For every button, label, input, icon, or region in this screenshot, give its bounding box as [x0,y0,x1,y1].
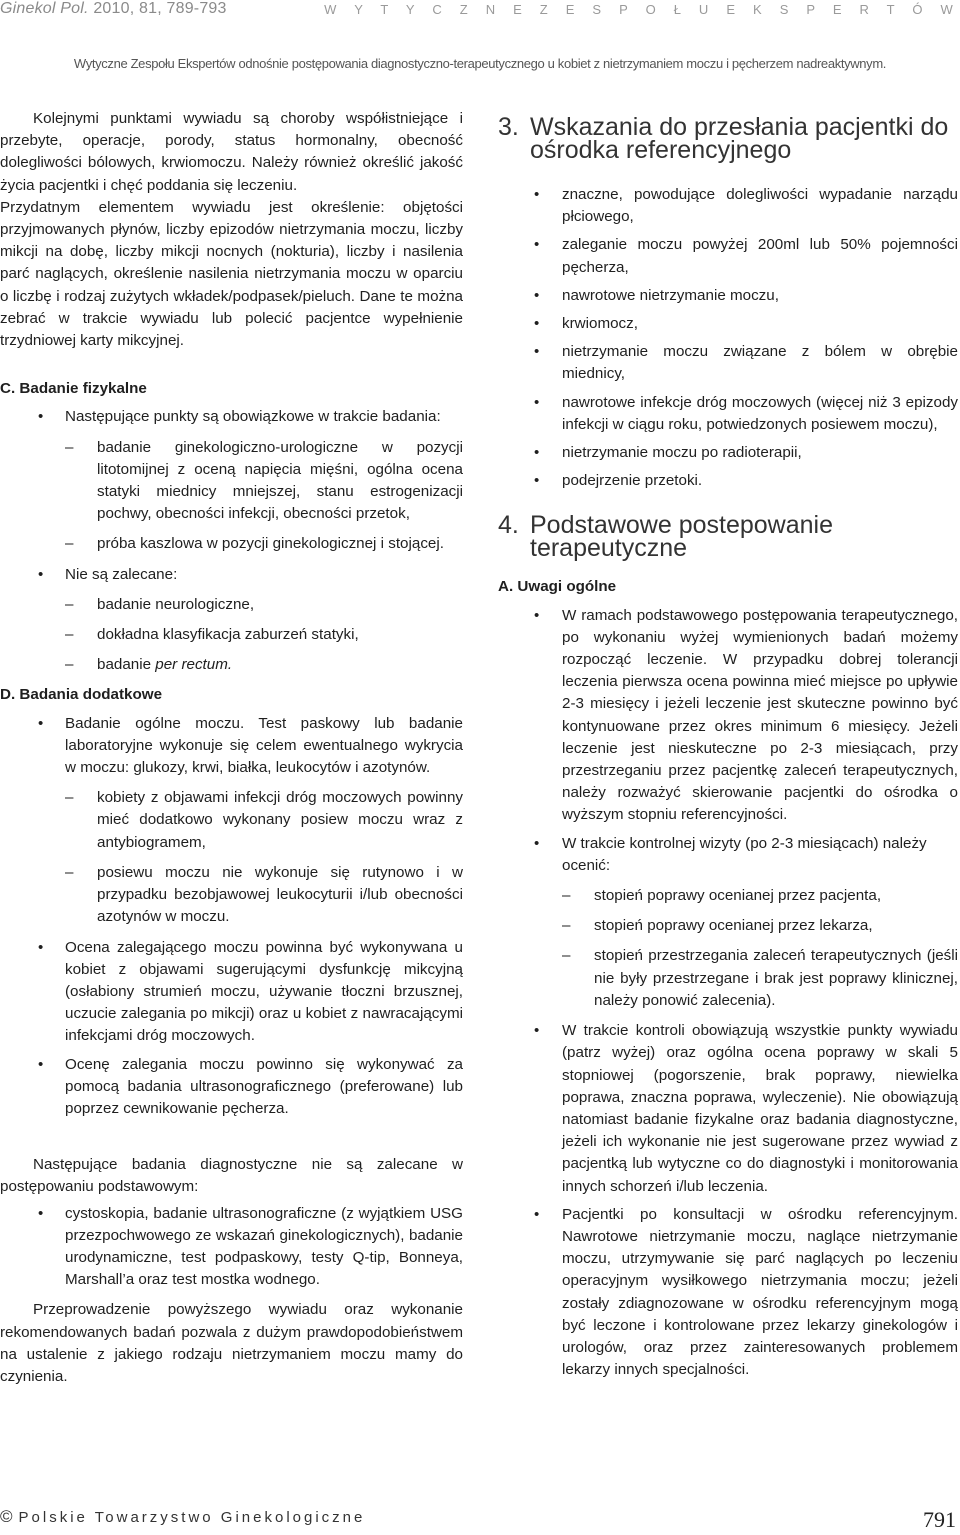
list-item: • nawrotowe infekcje dróg moczowych (więcej niż 3 epizody infekcji w ciągu roku, potwiedzonych posiewem moczu), [498,392,958,436]
list-item [0,713,463,929]
referral-criteria-list [498,184,958,492]
journal-name: Ginekol Pol. [0,0,89,17]
sub-list [65,787,463,928]
footer-society [0,1507,365,1527]
list-item: • Pacjentki po konsultacji w ośrodku referencyjnym. Nawrotowe nietrzymanie moczu, naglące nietrzymanie moczu, utrzymywanie się parć naglących po leczeniu operacyjnym wysiłkowego nietrzymania moczu; jeżeli zostały zdiagnozowane w ośrodku referencyjnym mogą być leczone i kontrolowane przez lekarzy ginekologów i urologów, oraz przez zainteresowanych problemem lekarzy innych specjalności. [498,1204,958,1382]
section-d-list [0,713,463,1120]
sub-list-item: – próba kaszlowa w pozycji ginekologicznej i stojącej. [65,533,463,555]
list-item-text: Następujące punkty są obowiązkowe w trakcie badania: [65,408,441,426]
section-3-heading [498,113,958,164]
page-number: 791 [923,1507,956,1532]
section-a-heading: A. Uwagi ogólne [498,578,617,596]
sub-list-item [65,654,463,676]
section-c-heading: C. Badanie fizykalne [0,380,147,398]
sub-list-item: – stopień poprawy ocenianej przez lekarza, [562,915,958,937]
list-item: • nietrzymanie moczu po radioterapii, [498,442,958,464]
sub-list-item: – badanie ginekologiczno-urologiczne w pozycji litotomijnej z oceną napięcia mięśni, ogólna ocena statyki miednicy mniejszej, stanu estrogenizacji pochwy, obecności infekcji, obecności przetok, [65,437,463,526]
list-item: • W trakcie kontroli obowiązują wszystkie punkty wywiadu (patrz wyżej) oraz ogólna ocena poprawy w skali 5 stopniowej (pogorszenie, brak poprawy, niewielka poprawa, znaczna poprawa, wyleczenie). Nie obowiązują natomiast badanie fizykalne oraz badania diagnostyczne, jeżeli ich wykonanie nie jest sugerowane przez wywiad z pacjentką lub wytyczne co do diagnostyki i monitorowania innych schorzeń i/lub leczenia. [498,1020,958,1198]
left-column [0,108,463,1388]
sub-list-item: – dokładna klasyfikacja zaburzeń statyki, [65,624,463,646]
right-column [498,108,958,1387]
list-item: • cystoskopia, badanie ultrasonograficzne (z wyjątkiem USG przezpochwowego ze wskazań ginekologicznych), badanie urodynamiczne, test podpaskowy, testy Q-tip, Bonneya, Marshall’a oraz test mostka wodnego. [0,1203,463,1292]
list-item: • krwiomocz, [498,313,958,335]
paragraph-conclusion: Przeprowadzenie powyższego wywiadu oraz wykonanie rekomendowanych badań pozwala z dużym prawdopodobieństwem na ustalenie z jakiego rodzaju nietrzymaniem moczu mamy do czynienia. [0,1301,463,1385]
list-item-text: Badanie ogólne moczu. Test paskowy lub badanie laboratoryjne wykonuje się celem ewentualnego wykrycia w moczu: glukozy, krwi, białka, leukocytów i azotynów. [65,714,463,777]
section-label: W Y T Y C Z N E Z E S P O Ł U E K S P E R T Ó W [324,2,960,17]
list-item: • znaczne, powodujące dolegliwości wypadanie narządu płciowego, [498,184,958,228]
list-item: • W ramach podstawowego postępowania terapeutycznego, po wykonaniu wyżej wymienionych badań możemy rozpocząć leczenie. W przypadku dobrej tolerancji leczenia pierwsza ocena powinna mieć miejsce po upływie 2-3 miesięcy i jeżeli leczenie jest skuteczne powinno być kontynuowane przez okres minimum 6 miesięcy. Jeżeli leczenie jest nieskuteczne po 2-3 miesiącach, przy przestrzeganiu przez pacjentkę zaleceń terapeutycznych, należy rozważyć skierowanie pacjentki do ośrodka o wyższym stopniu referencyjności. [498,605,958,827]
list-item: • nawrotowe nietrzymanie moczu, [498,285,958,307]
list-item [498,833,958,1012]
article-subtitle: Wytyczne Zespołu Ekspertów odnośnie postępowania diagnostyczno-terapeutycznego u kobiet z nietrzymaniem moczu i pęcherzem nadreaktywnym. [73,56,887,71]
sub-list-item: – kobiety z objawami infekcji dróg moczowych powinny mieć dodatkowo wykonany posiew moczu wraz z antybiogramem, [65,787,463,854]
list-item: • nietrzymanie moczu związane z bólem w obrębie miednicy, [498,341,958,385]
sub-list-item: – badanie neurologiczne, [65,594,463,616]
paragraph-not-recommended: Następujące badania diagnostyczne nie są zalecane w postępowaniu podstawowym: [0,1156,463,1196]
list-item: • zaleganie moczu powyżej 200ml lub 50% pojemności pęcherza, [498,234,958,278]
text-prefix: badanie [97,656,156,674]
section-3-title: Wskazania do przesłania pacjentki do ośrodka referencyjnego [530,113,949,164]
list-item [0,406,463,555]
sub-list [65,437,463,556]
section-3-number: 3. [498,113,519,141]
paragraph-history-2: Przydatnym elementem wywiadu jest określenie: objętości przyjmowanych płynów, liczby epizodów nietrzymania moczu, liczby mikcji na dobę, liczby mikcji nocnych (nokturia), liczby i nasilenia parć naglących, określenie nasilenia nietrzymania moczu w oparciu o liczbę i rodzaj zużytych wkładek/podpasek/pieluch. Dane te można zebrać w trakcie wywiadu lub polecić pacjentce wypełnienie trzydniowej karty mikcyjnej. [0,198,463,350]
running-header-citation [0,0,227,18]
sub-list-item: – stopień przestrzegania zaleceń terapeutycznych (jeśli nie były przestrzegane i brak jest poprawy klinicznej, należy ponowić zalecenia). [562,945,958,1012]
list-item: • Ocena zalegającego moczu powinna być wykonywana u kobiet z objawami sugerującymi dysfunkcję mikcyjną (osłabiony strumień moczu, używanie tłoczni brzusznej, uczucie zalegania po mikcji) oraz u kobiet z nawracającymi infekcjami dróg moczowych. [0,937,463,1048]
section-4-heading [498,511,958,563]
sub-list [65,594,463,677]
sub-list-item: – stopień poprawy ocenianej przez pacjenta, [562,885,958,907]
section-a-list [498,605,958,1382]
copyright-icon: © [0,1507,13,1526]
section-c-list [0,406,463,676]
list-item [0,564,463,677]
not-recommended-list [0,1203,463,1292]
paragraph-history-1: Kolejnymi punktami wywiadu są choroby współistniejące i przebyte, operacje, porody, status hormonalny, obecność dolegliwości bólowych, krwiomoczu. Należy również określić jakość życia pacjentki i chęć poddania się leczeniu. [0,110,463,194]
sub-list-item: – posiewu moczu nie wykonuje się rutynowo i w przypadku bezobjawowej leukocyturii i/lub obecności azotynów w moczu. [65,862,463,929]
section-4-title: Podstawowe postepowanie terapeutyczne [530,511,833,563]
society-name: Polskie Towarzystwo Ginekologiczne [18,1509,366,1526]
list-item-text: W trakcie kontrolnej wizyty (po 2-3 miesiącach) należy ocenić: [562,834,927,874]
list-item: • podejrzenie przetoki. [498,470,958,492]
italic-term: per rectum. [155,656,233,674]
section-4-number: 4. [498,511,519,540]
list-item-text: Nie są zalecane: [65,565,178,583]
section-d-heading: D. Badania dodatkowe [0,686,163,704]
sub-list [562,885,958,1012]
citation: 2010, 81, 789-793 [93,0,227,17]
list-item: • Ocenę zalegania moczu powinno się wykonywać za pomocą badania ultrasonograficznego (preferowane) lub poprzez cewnikowanie pęcherza. [0,1054,463,1121]
